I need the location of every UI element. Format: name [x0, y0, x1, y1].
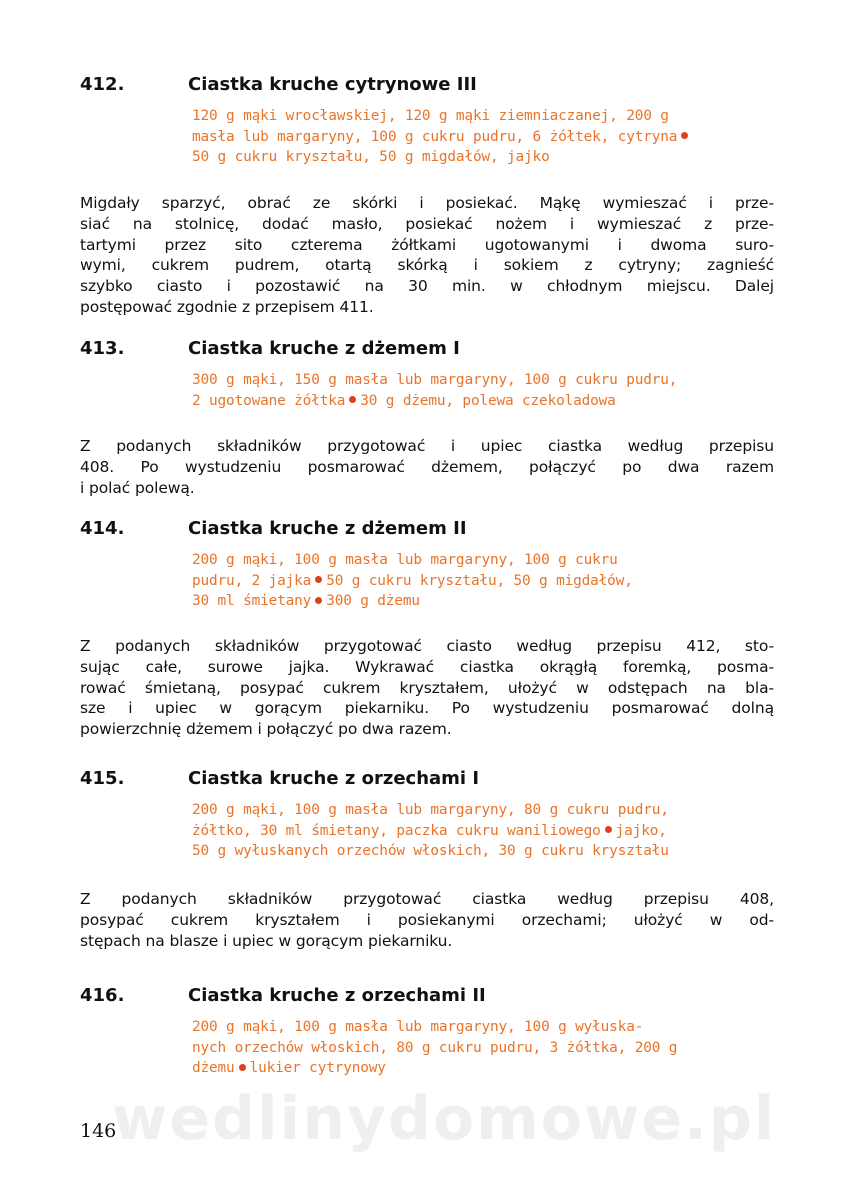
watermark: wedlinydomowe.pl [112, 1084, 777, 1154]
method-line: Z podanych składników przygotować ciasto według przepisu 412, sto- [80, 637, 774, 655]
recipe-title: Ciastka kruche z dżemem I [188, 338, 460, 359]
ingredients-line [192, 550, 780, 571]
recipe-header [80, 985, 780, 1011]
ingredients-text: 200 g mąki, 100 g masła lub margaryny, 100 g cukru [192, 552, 618, 568]
ingredients-text: 30 g dżemu, polewa czekoladowa [360, 392, 616, 409]
recipe-header [80, 74, 780, 100]
ingredients-line [192, 1038, 780, 1059]
ingredients-line [192, 821, 780, 842]
ingredients-line [192, 391, 780, 412]
ingredients-line [192, 591, 780, 612]
method-line: wymi, cukrem pudrem, otartą skórką i sokiem z cytryny; zagnieść [80, 256, 774, 275]
method-line: Z podanych składników przygotować i upiec ciastka według przepisu [80, 437, 774, 455]
ingredients-text: 50 g cukru kryształu, 50 g migdałów, jajko [192, 149, 550, 165]
recipe-number: 414. [80, 518, 125, 539]
recipe-title: Ciastka kruche z orzechami II [188, 985, 486, 1006]
method-413 [80, 436, 774, 498]
method-line: powierzchnię dżemem i połączyć po dwa razem. [80, 720, 452, 739]
recipe-title: Ciastka kruche z orzechami I [188, 768, 480, 789]
ingredients-text: 300 g dżemu [326, 593, 420, 609]
bullet-separator-icon [315, 597, 322, 604]
ingredients-text: jajko, [615, 822, 667, 839]
recipe-title: Ciastka kruche z dżemem II [188, 518, 467, 539]
ingredients-line [192, 370, 780, 391]
method-line: sze i upiec w gorącym piekarniku. Po wystudzeniu posmarować dolną [80, 699, 774, 718]
method-line: Z podanych składników przygotować ciastka według przepisu 408, [80, 890, 774, 908]
recipe-number: 412. [80, 74, 125, 95]
recipe-414 [80, 518, 780, 612]
ingredients-text: lukier cytrynowy [249, 1060, 386, 1076]
method-line: postępować zgodnie z przepisem 411. [80, 297, 374, 316]
method-line: tartymi przez sito czterema żółtkami ugotowanymi i dwoma suro- [80, 235, 774, 254]
ingredients-list [192, 370, 780, 411]
ingredients-line [192, 1058, 780, 1079]
ingredients-line [192, 800, 780, 821]
recipe-number: 413. [80, 338, 125, 359]
ingredients-line [192, 841, 780, 862]
ingredients-line [192, 1017, 780, 1038]
method-line: siać na stolnicę, dodać masło, posiekać nożem i wymieszać z prze- [80, 214, 774, 233]
ingredients-text: 2 ugotowane żółtka [192, 392, 346, 409]
method-line: Migdały sparzyć, obrać ze skórki i posiekać. Mąkę wymieszać i prze- [80, 194, 774, 212]
ingredients-text: 50 g cukru kryształu, 50 g migdałów, [326, 572, 633, 589]
method-line: 408. Po wystudzeniu posmarować dżemem, połączyć po dwa razem [80, 457, 774, 476]
bullet-separator-icon [315, 576, 322, 583]
ingredients-text: 50 g wyłuskanych orzechów włoskich, 30 g cukru kryształu [192, 843, 669, 859]
ingredients-list [192, 106, 780, 168]
method-414 [80, 636, 774, 740]
ingredients-text: nych orzechów włoskich, 80 g cukru pudru, 3 żółtka, 200 g [192, 1039, 678, 1056]
method-412 [80, 193, 774, 318]
recipe-header [80, 338, 780, 364]
method-line: sując całe, surowe jajka. Wykrawać ciastka okrągłą foremką, posma- [80, 657, 774, 676]
method-line: szybko ciasto i pozostawić na 30 min. w chłodnym miejscu. Dalej [80, 277, 774, 296]
ingredients-text: 200 g mąki, 100 g masła lub margaryny, 100 g wyłuska- [192, 1019, 644, 1035]
method-line: stępach na blasze i upiec w gorącym piekarniku. [80, 931, 453, 950]
recipe-416 [80, 985, 780, 1079]
recipe-412 [80, 74, 780, 168]
method-415 [80, 889, 774, 951]
method-line: posypać cukrem kryształem i posiekanymi orzechami; ułożyć w od- [80, 910, 774, 929]
method-line: i polać polewą. [80, 478, 195, 497]
ingredients-line [192, 571, 780, 592]
recipe-413 [80, 338, 780, 411]
recipe-number: 416. [80, 985, 125, 1006]
ingredients-list [192, 550, 780, 612]
bullet-separator-icon [349, 396, 356, 403]
recipe-header [80, 768, 780, 794]
ingredients-line [192, 106, 780, 127]
recipe-number: 415. [80, 768, 125, 789]
ingredients-text: dżemu [192, 1060, 235, 1076]
recipe-header [80, 518, 780, 544]
ingredients-text: 30 ml śmietany [192, 593, 312, 609]
ingredients-line [192, 127, 780, 148]
ingredients-list [192, 1017, 780, 1079]
ingredients-text: 120 g mąki wrocławskiej, 120 g mąki ziemniaczanej, 200 g [192, 108, 669, 124]
bullet-separator-icon [605, 826, 612, 833]
bullet-separator-icon [681, 132, 688, 139]
ingredients-list [192, 800, 780, 862]
method-line: rować śmietaną, posypać cukrem kryształem, ułożyć w odstępach na bla- [80, 678, 774, 697]
ingredients-text: 200 g mąki, 100 g masła lub margaryny, 80 g cukru pudru, [192, 802, 669, 818]
ingredients-text: pudru, 2 jajka [192, 572, 312, 589]
ingredients-text: 300 g mąki, 150 g masła lub margaryny, 100 g cukru pudru, [192, 372, 678, 388]
recipe-title: Ciastka kruche cytrynowe III [188, 74, 477, 95]
ingredients-line [192, 147, 780, 168]
page-number: 146 [80, 1120, 117, 1142]
ingredients-text: masła lub margaryny, 100 g cukru pudru, 6 żółtek, cytryna [192, 128, 678, 145]
bullet-separator-icon [239, 1064, 246, 1071]
ingredients-text: żółtko, 30 ml śmietany, paczka cukru waniliowego [192, 822, 601, 839]
recipe-415 [80, 768, 780, 862]
